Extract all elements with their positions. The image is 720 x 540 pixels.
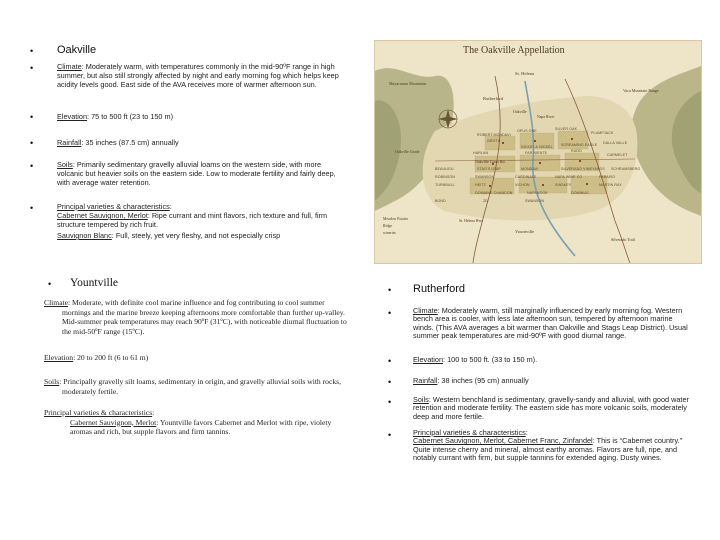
oakville-varieties <box>57 202 347 240</box>
vineyard-label: SILVERADO VINEYARDS <box>561 167 605 171</box>
vineyard-label: STAG'S LEAP <box>477 167 501 171</box>
soils-label: Soils <box>44 377 60 386</box>
vineyard-label: SWANSON <box>525 199 545 203</box>
sb-text: : Full, steely, yet very fleshy, and not especially crisp <box>111 231 281 240</box>
vineyard-label: DOMINUS <box>571 191 589 195</box>
climate-label: Climate <box>44 298 69 307</box>
vineyard-label: SINSKEY <box>555 183 572 187</box>
cab-text: : Ripe currant and mint flavors, rich texture and full, firm structure tempered by rich fruit. <box>57 211 328 229</box>
vineyard-label: NAPANOOK <box>527 191 548 195</box>
sb-label: Sauvignon Blanc <box>57 231 112 240</box>
soils-label: Soils <box>57 160 73 169</box>
varieties-colon: : <box>152 408 155 417</box>
map-label-mayacamas: Mayacamas Mountains <box>389 81 427 86</box>
vineyard-label: MONDAVI <box>521 167 539 171</box>
bullet: • <box>388 397 392 407</box>
vineyard-label: DOMAINE CHANDON <box>475 191 513 195</box>
vineyard-label: ROBINSON <box>435 175 455 179</box>
oakville-soils <box>57 160 347 187</box>
cab-label: Cabernet Sauvignon, Merlot <box>57 211 148 220</box>
varieties-label: Principal varieties & characteristics <box>57 202 170 211</box>
cab-text: : This is “Cabernet country.” Quite intense cherry and mineral, almost earthy aromas. Flavors are full, ripe, and notably currant with firm, but supple tannins for extended aging. Dusty wines. <box>413 436 683 462</box>
vineyard-label: SILVER OAK <box>555 127 578 131</box>
bullet: • <box>388 377 392 387</box>
yountville-soils <box>44 377 354 396</box>
rutherford-climate <box>413 307 693 340</box>
bullet: • <box>388 308 392 318</box>
rainfall-label: Rainfall <box>57 138 82 147</box>
bullet: • <box>30 203 34 213</box>
vineyard-label: SWANSON <box>475 175 495 179</box>
yountville-climate <box>44 298 354 336</box>
vineyard-label: ZD <box>483 199 488 203</box>
map-title: The Oakville Appellation <box>463 45 565 56</box>
vineyard-label: RUDD <box>571 149 582 153</box>
vineyard-label: SCHRAMSBERG <box>611 167 641 171</box>
vineyard-label: CARMELET <box>607 153 628 157</box>
soils-text: : Principally gravelly silt loams, sedimentary in origin, and gravelly alluvial soils with rocks, moderately fertile. <box>59 377 341 396</box>
vineyard-label: DALLA VALLE <box>603 141 628 145</box>
map-label-oakville-grade: Oakville Grade <box>395 149 420 154</box>
map-label-st-helena: St. Helena <box>515 71 535 76</box>
vineyard-label: PLUMPJACK <box>591 131 614 135</box>
bullet: • <box>30 46 34 56</box>
vineyard-label: BEAULIEU <box>435 167 454 171</box>
varieties-colon: : <box>525 428 528 437</box>
map-label-oakville-cross: Oakville Cross Rd. <box>475 159 506 164</box>
map-label-yountville: Yountville <box>515 229 535 234</box>
varieties-label: Principal varieties & characteristics <box>44 408 153 417</box>
rutherford-soils <box>413 396 693 421</box>
climate-label: Climate <box>57 62 82 71</box>
map-label-ridge: Ridge <box>383 224 393 228</box>
bullet: • <box>48 279 52 289</box>
vineyard-label: ROBERT MONDAVI <box>477 133 511 137</box>
bullet: • <box>30 138 34 148</box>
bullet: • <box>388 285 392 295</box>
vineyard-label: OPUS ONE <box>517 129 537 133</box>
vineyard-label: NAPA WINE CO <box>555 175 583 179</box>
cab-text: : Yountville favors Cabernet and Merlot with ripe, violety aromas and rich, but supple flavors and firm tannins. <box>70 417 332 436</box>
yountville-elevation <box>44 353 354 363</box>
vineyard-label: HARLAN <box>473 151 489 155</box>
vineyard-label: CARDINALE <box>515 175 537 179</box>
vineyard-label: VICHON <box>515 183 530 187</box>
varieties-colon: : <box>169 202 172 211</box>
rutherford-varieties <box>413 429 693 462</box>
vineyard-label: GROTH <box>487 139 501 143</box>
yountville-varieties <box>44 408 354 437</box>
map-label-wineries: wineries <box>383 231 396 235</box>
soils-label: Soils <box>413 395 429 404</box>
bullet: • <box>388 430 392 440</box>
bullet: • <box>30 161 34 171</box>
vineyard-label: SCREAMING EAGLE <box>561 143 598 147</box>
map-label-oakville: Oakville <box>513 109 527 114</box>
vineyard-label: FAR NIENTE <box>525 151 548 155</box>
map-label-silverado: Silverado Trail <box>611 237 635 242</box>
rainfall-text: : 38 inches (95 cm) annually <box>437 376 529 385</box>
elevation-text: : 100 to 500 ft. (33 to 150 m). <box>443 355 538 364</box>
varieties-label: Principal varieties & characteristics <box>413 428 526 437</box>
vineyard-label: HEITZ <box>475 183 486 187</box>
oakville-appellation-map <box>374 40 702 264</box>
oakville-rainfall <box>57 138 347 147</box>
vineyard-label: NICKEL & NICKEL <box>521 145 553 149</box>
elevation-label: Elevation <box>57 112 88 121</box>
bullet: • <box>30 63 34 73</box>
cab-label: Cabernet Sauvignon, Merlot <box>70 417 157 427</box>
rutherford-rainfall <box>413 376 693 385</box>
section-title-yountville: Yountville <box>70 277 119 289</box>
section-title-rutherford: Rutherford <box>413 283 465 295</box>
vineyard-label: PARAISO <box>599 175 616 179</box>
rainfall-label: Rainfall <box>413 376 438 385</box>
elevation-label: Elevation <box>413 355 444 364</box>
elevation-text: : 20 to 200 ft (6 to 61 m) <box>73 353 149 362</box>
cab-label: Cabernet Sauvignon, Merlot, Cabernet Franc, Zinfandel <box>413 436 593 446</box>
vineyard-label: TURNBULL <box>435 183 455 187</box>
climate-text: : Moderate, with definite cool marine influence and fog contributing to cool summer mornings and the marine breeze keeping afternoons more comfortable than further up-valley. Mid-summer peak temperatures may reach 90ºF (31ºC), with noticeable diurnal fluctuation to the mid-50ºF range (15ºC). <box>62 298 347 336</box>
climate-text: : Moderately warm, with temperatures commonly in the mid-90ºF range in high summer, but also still strongly affected by night and early morning fog which helps keep acidity levels good. East side of the AVA receives more of warmer afternoon sun. <box>57 62 339 89</box>
bullet: • <box>30 112 34 122</box>
rainfall-text: : 35 inches (87.5 cm) annually <box>81 138 179 147</box>
climate-label: Climate <box>413 306 438 315</box>
map-label-napa-river: Napa River <box>537 115 555 119</box>
elevation-text: : 75 to 500 ft (23 to 150 m) <box>87 112 174 121</box>
section-title-oakville: Oakville <box>57 44 97 56</box>
soils-text: : Western benchland is sedimentary, gravelly-sandy and alluvial, with good water retention and moderate fertility. The eastern side has more volcanic soils, moderately deep and more fertile. <box>413 395 689 421</box>
rutherford-elevation <box>413 355 693 364</box>
map-label-vaca: Vaca Mountain Range <box>623 88 659 93</box>
vineyard-label: BOND <box>435 199 446 203</box>
bullet: • <box>388 356 392 366</box>
climate-text: : Moderately warm, still marginally influenced by early morning fog. Western bench area is cooler, with less late afternoon sun, tempered by afternoon marine winds. (This AVA averages a bit warmer than Oakville and Stags Leap District). Usual summer peak temperatures are mid-90ºF with good diurnal range. <box>413 306 688 340</box>
map-label-meadow: Meadow Estates <box>383 217 408 221</box>
vineyard-label: MARTIN RAY <box>599 183 622 187</box>
elevation-label: Elevation <box>44 353 74 362</box>
oakville-elevation <box>57 112 347 121</box>
map-label-rutherford: Rutherford <box>483 96 504 101</box>
map-label-st-helena-hwy: St. Helena Hwy <box>459 219 484 223</box>
oakville-climate <box>57 62 347 89</box>
soils-text: : Primarily sedimentary gravelly alluvial loams on the western side, with more volcanic but heavier soils on the eastern side. Low to moderate fertility and fairly deep, with average water retention. <box>57 160 336 187</box>
